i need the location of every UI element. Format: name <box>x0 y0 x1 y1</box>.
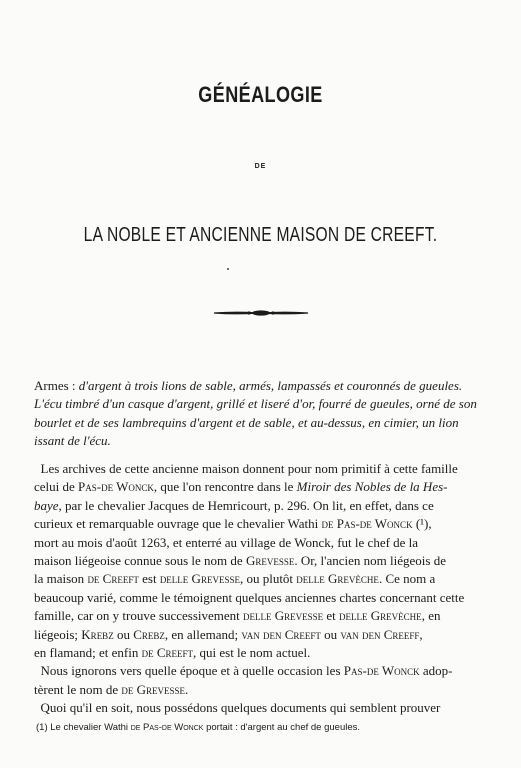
arms-line-3: bourlet et de ses lambrequins d'argent et de sable, et au-dessus, en cimier, un lion <box>34 414 459 430</box>
paragraph-1 <box>34 460 492 662</box>
text-line: , par le chevalier Jacques de Hemricourt, p. 296. On lit, en effet, dans ce <box>58 497 434 513</box>
ornament-divider <box>212 308 310 318</box>
text-line: curieux et remarquable ouvrage que le chevalier Wathi <box>34 516 322 532</box>
text-line: maison liégeoise connue sous le nom de <box>34 553 246 569</box>
family-name: van den Creeff <box>340 626 420 642</box>
text-line: , <box>419 626 423 642</box>
text-line: celui de <box>34 479 79 495</box>
text-line: tèrent le nom de <box>34 681 122 697</box>
text-line: , en <box>421 608 441 624</box>
text-line: Nous ignorons vers quelle époque et à quelle occasion les <box>40 663 344 679</box>
family-name: Krebz <box>81 626 114 642</box>
page-title: GÉNÉALOGIE <box>198 82 323 107</box>
book-title: Miroir des Nobles de la Hes- <box>296 479 448 495</box>
text-line: . Ce nom a <box>378 571 436 587</box>
footnote <box>36 722 496 734</box>
footnote-ref: (¹), <box>412 516 432 532</box>
text-line: adop- <box>419 663 453 679</box>
family-name: delle Grevèche <box>296 571 379 587</box>
footnote-text: portait : d'argent au chef de gueules. <box>203 722 361 733</box>
family-name: Pas-de Wonck <box>343 663 420 679</box>
paragraph-3 <box>34 699 492 717</box>
text-line: beaucoup varié, comme le témoignent quelques anciennes chartes concernant cette <box>34 589 465 605</box>
family-name: de Pas-de Wonck <box>321 516 413 532</box>
text-line: Quoi qu'il en soit, nous possédons quelques documents qui semblent prouver <box>40 700 441 716</box>
text-line: et <box>323 608 340 624</box>
arms-line-2: L'écu timbré d'un casque d'argent, grillé et liseré d'or, fourré de gueules, orné de son <box>34 396 477 412</box>
text-line: , que l'on rencontre dans le <box>153 479 297 495</box>
text-line: Les archives de cette ancienne maison donnent pour nom primitif à cette famille <box>40 461 458 476</box>
paragraph-2 <box>34 662 492 699</box>
family-name: delle Grevesse <box>159 571 240 587</box>
title-connector: DE <box>254 163 267 170</box>
text-line: la maison <box>34 571 88 587</box>
text-line: est <box>138 571 160 587</box>
arms-description <box>34 377 492 451</box>
print-speck <box>227 268 229 270</box>
text-line: ou <box>320 626 341 642</box>
family-name: de Creeft <box>87 571 139 587</box>
footnote-text: (1) Le chevalier Wathi <box>36 722 131 733</box>
text-line: , en allemand; <box>164 626 242 642</box>
page-subtitle: LA NOBLE ET ANCIENNE MAISON DE CREEFT. <box>83 224 438 246</box>
body-text <box>34 460 492 718</box>
family-name: van den Creeft <box>241 626 321 642</box>
family-name: delle Grevèche <box>339 608 422 624</box>
family-name: de Pas-de Wonck <box>130 722 204 733</box>
family-name: de Creeft <box>141 645 193 661</box>
family-name: Pas-de Wonck <box>78 479 154 495</box>
text-line: liégeois; <box>34 626 82 642</box>
family-name: Grevesse <box>245 553 295 569</box>
text-line: en flamand; et enfin <box>34 645 142 661</box>
family-name: de Grevesse <box>121 681 186 697</box>
text-line: famille, car on y trouve successivement <box>34 608 244 624</box>
arms-label: Armes : <box>34 378 79 393</box>
text-line: . <box>185 681 189 697</box>
text-line: mort au mois d'août 1263, et enterré au village de Wonck, fut le chef de la <box>34 534 419 550</box>
text-line: , qui est le nom actuel. <box>193 645 311 661</box>
family-name: delle Grevesse <box>243 608 324 624</box>
text-line: . Or, l'ancien nom liégeois de <box>294 553 446 569</box>
arms-line-4: issant de l'écu. <box>34 433 111 449</box>
book-title: baye <box>34 497 59 513</box>
arms-line-1: d'argent à trois lions de sable, armés, lampassés et couronnés de gueules. <box>78 378 463 393</box>
text-line: ou <box>113 626 134 642</box>
family-name: Crebz <box>133 626 165 642</box>
text-line: , ou plutôt <box>239 571 297 587</box>
